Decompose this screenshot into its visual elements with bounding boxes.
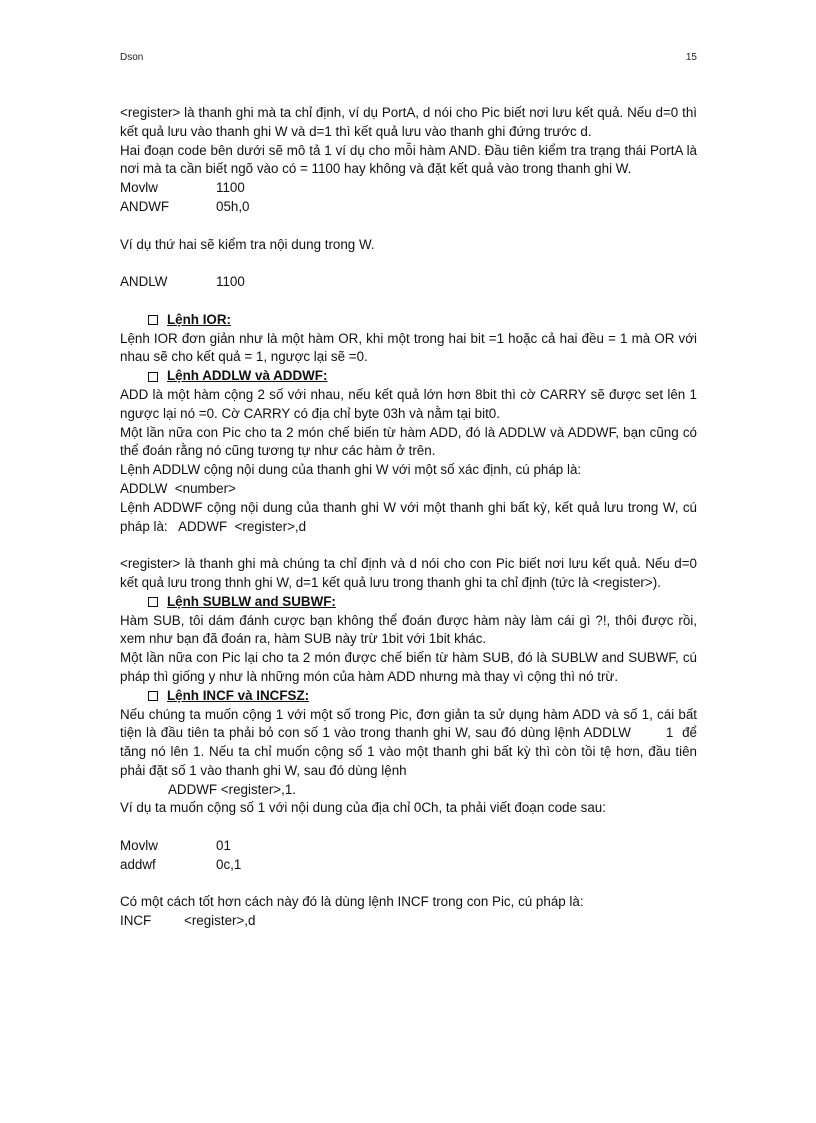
paragraph-sub-2: Một lần nữa con Pic lại cho ta 2 món được chế biến từ hàm SUB, đó là SUBLW and SUBWF, cú pháp thì giống y như là những món của hàm ADD nhưng mà thay vì cộng thì nó trừ. <box>120 650 697 684</box>
checkbox-bullet-icon <box>148 315 158 325</box>
code-arg: 1100 <box>216 274 245 290</box>
paragraph-inc-4: Có một cách tốt hơn cách này đó là dùng lệnh INCF trong con Pic, cú pháp là: <box>120 894 584 910</box>
paragraph-add-1: ADD là một hàm cộng 2 số với nhau, nếu kết quả lớn hơn 8bit thì cờ CARRY sẽ được set lên 1 ngược lại nó =0. Cờ CARRY có địa chỉ byte 03h và nằm tại bit0. <box>120 386 697 421</box>
paragraph-add-3: Lệnh ADDLW cộng nội dung của thanh ghi W với một số xác định, cú pháp là: <box>120 462 582 478</box>
code-line <box>120 179 697 198</box>
code-line <box>120 912 697 931</box>
paragraph-inc-3: Ví dụ ta muốn cộng số 1 với nội dung của địa chỉ 0Ch, ta phải viết đoạn code sau: <box>120 800 606 816</box>
code-line <box>120 856 697 875</box>
code-arg: 1100 <box>216 180 245 196</box>
code-arg: 0c,1 <box>216 856 242 872</box>
paragraph-add-6: <register> là thanh ghi mà chúng ta chỉ định và d nói cho con Pic biết nơi lưu kết quả. Nếu d=0 kết quả lưu trong thnh ghi W, d=1 kết quả lưu trong thanh ghi ta chỉ định (tức là <register>). <box>120 556 697 590</box>
heading-text: Lệnh ADDLW và ADDWF: <box>167 368 328 384</box>
paragraph-and-example: Hai đoạn code bên dưới sẽ mô tả 1 ví dụ cho mỗi hàm AND. Đầu tiên kiểm tra trạng thái PortA là nơi mà ta cần biết ngõ vào có = 1100 hay không và đặt kết quả vào trong thanh ghi W. <box>120 142 697 177</box>
code-arg: 05h,0 <box>216 198 250 214</box>
code-line <box>120 837 697 856</box>
section-heading-inc <box>148 687 697 706</box>
code-arg: <register>,d <box>184 913 256 929</box>
section-heading-ior <box>148 311 697 330</box>
section-heading-sub <box>148 593 697 612</box>
paragraph-sub-1: Hàm SUB, tôi dám đánh cược bạn không thể đoán được hàm này làm cái gì ?!, thôi được rồi, xem như bạn đã đoán ra, hàm SUB này trừ 1bit với 1bit khác. <box>120 612 697 647</box>
checkbox-bullet-icon <box>148 597 158 607</box>
paragraph-inc-1: Nếu chúng ta muốn cộng 1 với một số trong Pic, đơn giản ta sử dụng hàm ADD và số 1, cái bất tiện là đầu tiên ta phải bỏ con số 1 vào trong thanh ghi W, sau đó dùng lệnh ADDLW 1 để tăng nó lên 1. Nếu ta chỉ muốn cộng số 1 vào một thanh ghi bất kỳ thì còn tồi tệ hơn, đầu tiên phải đặt số 1 vào thanh ghi W, sau đó dùng lệnh <box>120 706 701 778</box>
code-arg: 01 <box>216 838 231 854</box>
paragraph-add-2: Một lần nữa con Pic cho ta 2 món chế biến từ hàm ADD, đó là ADDLW và ADDWF, bạn cũng có thể đoán rằng nó cũng tương tự như các hàm ở trên. <box>120 424 697 459</box>
code-op: Movlw <box>120 838 158 854</box>
checkbox-bullet-icon <box>148 691 158 701</box>
heading-text: Lệnh INCF và INCFSZ: <box>167 687 310 703</box>
page-number: 15 <box>685 52 697 63</box>
paragraph-add-4: ADDLW <number> <box>120 480 236 496</box>
paragraph-second-example: Ví dụ thứ hai sẽ kiểm tra nội dung trong W. <box>120 236 375 252</box>
code-line <box>120 273 697 292</box>
paragraph-add-5: Lệnh ADDWF cộng nội dung của thanh ghi W với một thanh ghi bất kỳ, kết quả lưu trong W, cú pháp là: ADDWF <register>,d <box>120 499 701 534</box>
paragraph-ior: Lệnh IOR đơn giản như là một hàm OR, khi một trong hai bit =1 hoặc cả hai đều = 1 mà OR với nhau sẽ cho kết quả = 1, ngược lại sẽ =0. <box>120 330 697 365</box>
code-op: ANDWF <box>120 198 170 214</box>
code-op: addwf <box>120 856 156 872</box>
heading-text: Lệnh IOR: <box>167 311 231 327</box>
code-op: INCF <box>120 913 152 929</box>
code-line <box>120 198 697 217</box>
code-op: Movlw <box>120 180 158 196</box>
section-heading-add <box>148 367 697 386</box>
paragraph-register: <register> là thanh ghi mà ta chỉ định, ví dụ PortA, d nói cho Pic biết nơi lưu kết quả. Nếu d=0 thì kết quả lưu vào thanh ghi W và d=1 thì kết quả lưu vào thanh ghi đứng trước d. <box>120 105 697 139</box>
header-author: Dson <box>120 52 144 63</box>
checkbox-bullet-icon <box>148 372 158 382</box>
heading-text: Lệnh SUBLW and SUBWF: <box>167 593 336 609</box>
page-body <box>120 104 701 931</box>
paragraph-inc-2: ADDWF <register>,1. <box>168 781 296 797</box>
code-op: ANDLW <box>120 274 168 290</box>
